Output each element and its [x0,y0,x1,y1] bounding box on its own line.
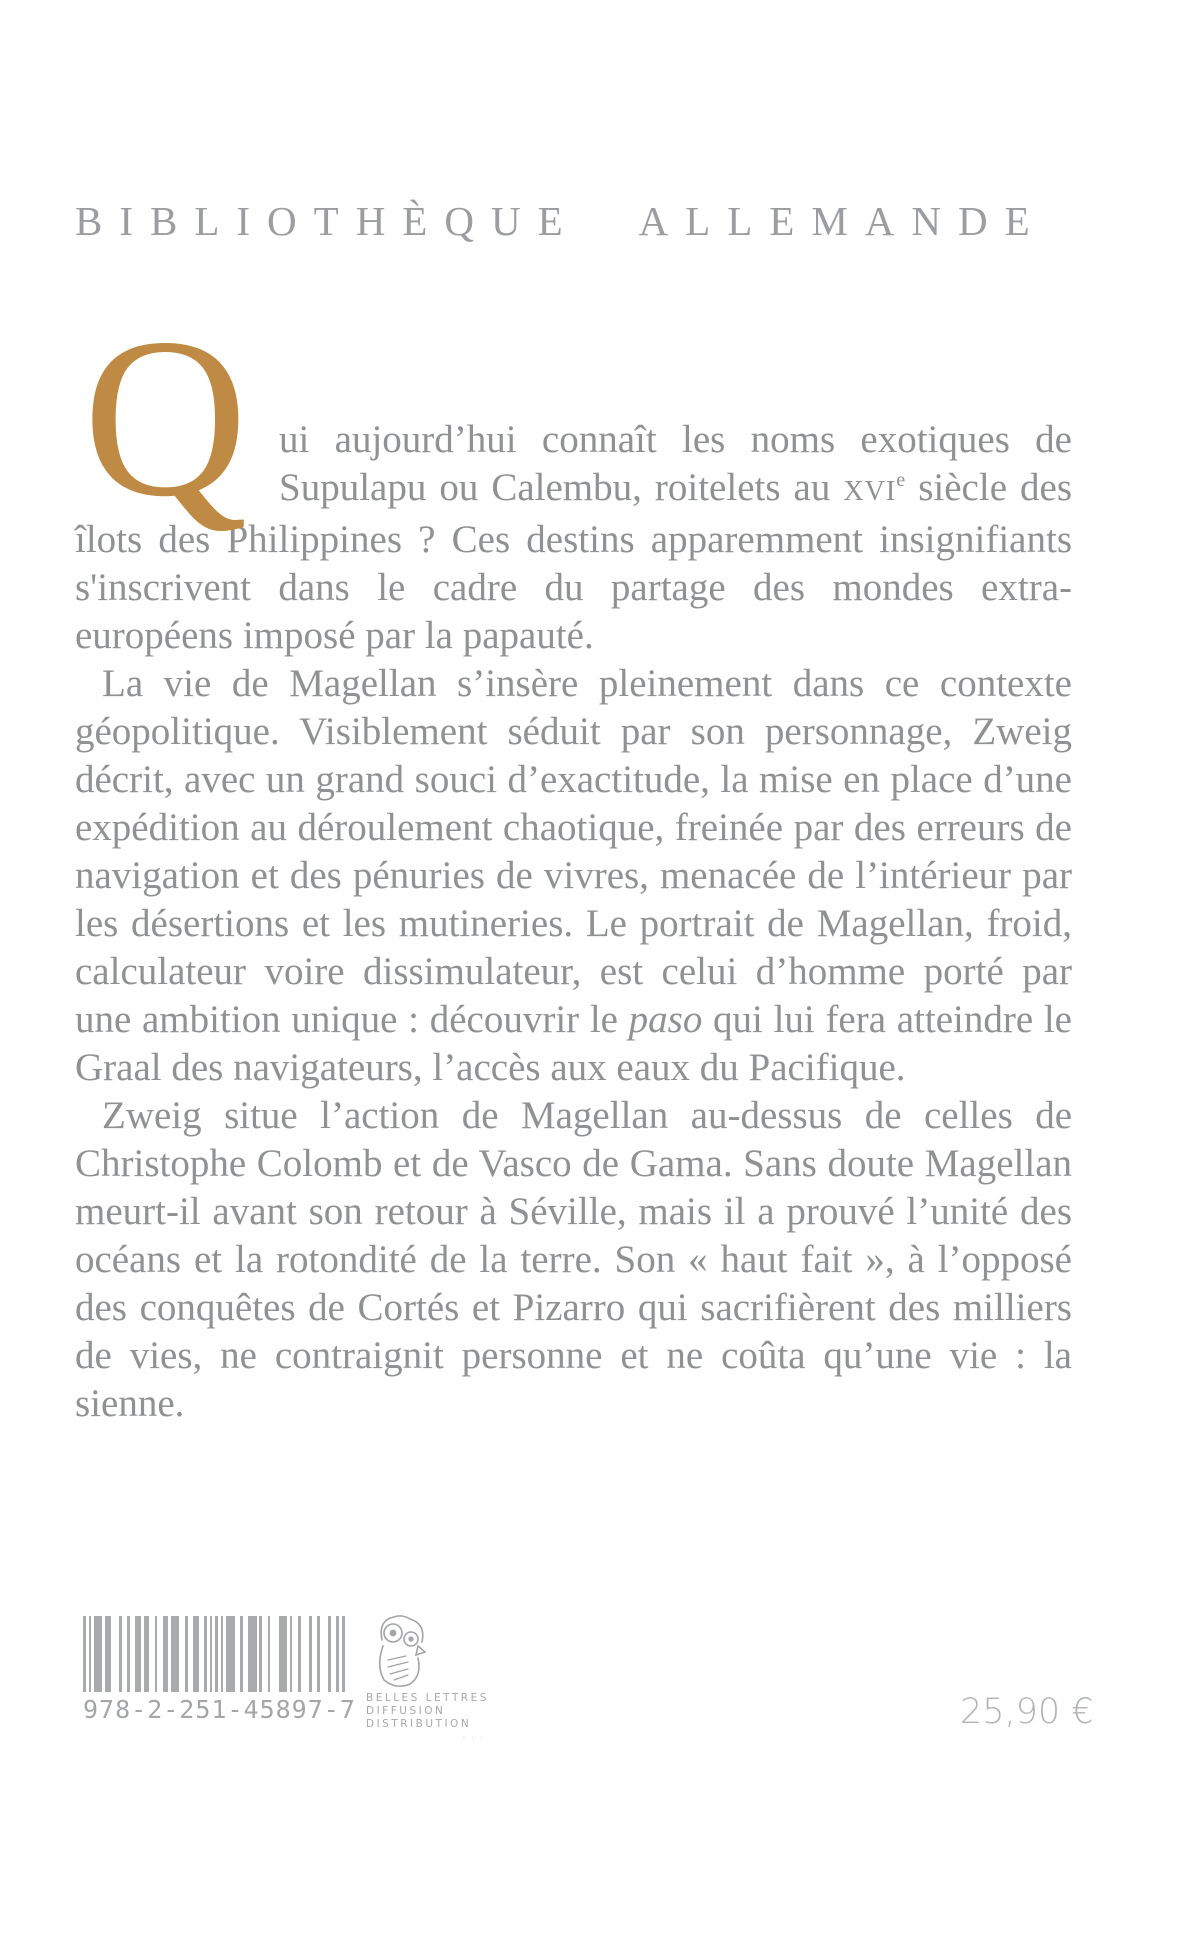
publisher-block [366,1612,516,1745]
ean13-barcode [83,1616,345,1692]
century-smallcaps: XVI [843,476,897,507]
paragraph-2 [75,660,1072,1092]
publisher-distribution: DISTRIBUTION [366,1718,472,1730]
paragraph-1-text-b: siècle des îlots des Philippines ? Ces destins apparemment insignifiants s'inscrivent dans le cadre du partage des mondes extra-européens imposé par la papauté. [75,466,1072,657]
paragraph-2-text-a: La vie de Magellan s’insère pleinement dans ce contexte géopolitique. Visiblement séduit par son personnage, Zweig décrit, avec un grand souci d’exactitude, la mise en place d’une expédition au déroulement chaotique, freinée par des erreurs de navigation et des pénuries de vivres, menacée de l’intérieur par les désertions et les mutineries. Le portrait de Magellan, froid, calculateur voire dissimulateur, est celui d’homme porté par une ambition unique : découvrir le [75,662,1072,1041]
paragraph-1 [75,292,1072,660]
isbn-number: 978-2-251-45897-7 [83,1695,356,1724]
paragraph-3: Zweig situe l’action de Magellan au-dessus de celles de Christophe Colomb et de Vasco de Gama. Sans doute Magellan meurt-il avant son retour à Séville, mais il a prouvé l’unité des océans et la rotondité de la terre. Son « haut fait », à l’opposé des conquêtes de Cortés et Pizarro qui sacrifièrent des milliers de vies, ne contraignit personne et ne coûta qu’une vie : la sienne. [75,1094,1072,1425]
paso-italic: paso [628,998,703,1041]
century-ordinal: e [896,469,906,491]
blurb-text [75,292,1072,1428]
dropcap-q [75,292,279,544]
paragraph-2-text-b: qui lui fera atteindre le Graal des navigateurs, l’accès aux eaux du Pacifique. [75,998,1072,1089]
publisher-fineprint: · · · [462,1734,484,1742]
paragraph-1-text-a: ui aujourd’hui connaît les noms exotiques de Supulapu ou Calembu, roitelets au [279,418,1072,509]
barcode-block [83,1616,356,1724]
dropcap-q-glyph: Q [83,292,248,544]
price-tag: 25,90 € [960,1692,1094,1732]
publisher-name: BELLES LETTRES [366,1692,489,1704]
collection-title: BIBLIOTHÈQUE ALLEMANDE [75,198,1047,244]
publisher-owl-logo [372,1612,434,1688]
publisher-diffusion: DIFFUSION [366,1705,446,1717]
